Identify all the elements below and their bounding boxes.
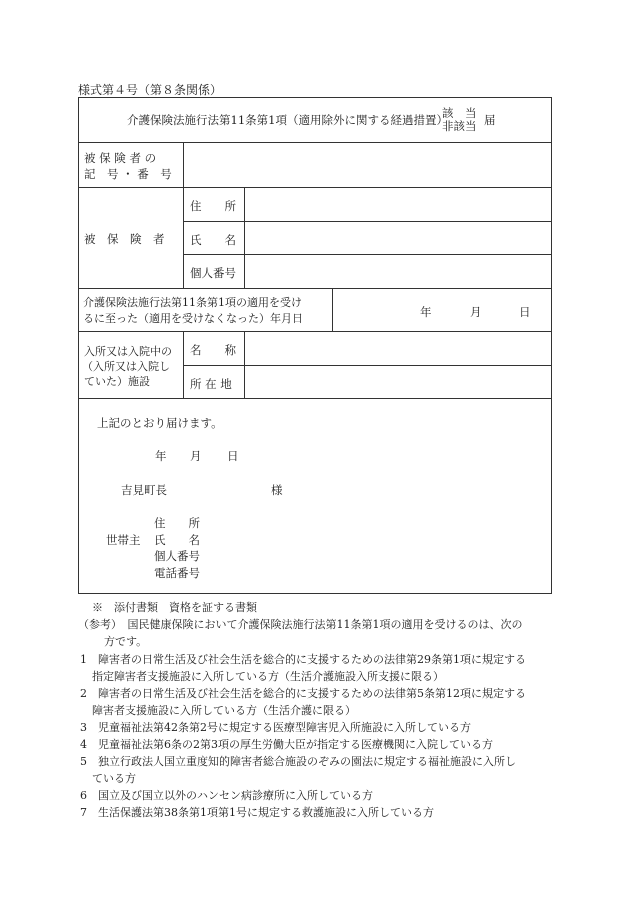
declaration-day: 日 [227,449,239,463]
recipient: 吉見町長 [121,483,167,497]
name-label: 氏 名 [190,233,236,247]
attachment-note: ※ 添付書類 資格を証する書類 [92,601,257,614]
note-item: 2 障害者の日常生活及び社会生活を総合的に支援するための法律第5条第12項に規定する [80,687,526,700]
facility-name-field[interactable] [246,333,549,364]
form-title: 介護保険法施行法第11条第1項（適用除外に関する経過措置） [127,113,448,127]
facility-name-label: 名 称 [190,343,236,357]
applicable-date-year: 年 [420,305,432,319]
declaration-month: 月 [190,449,202,463]
applicable-date-label-line1: 介護保険法施行法第11条第1項の適用を受け [83,296,302,309]
note-item: 指定障害者支援施設に入所している方（生活介護施設入所支援に限る） [92,670,444,683]
facility-label-line3: ていた）施設 [84,375,150,388]
householder-phone-label: 電話番号 [154,566,200,580]
address-field[interactable] [246,189,549,220]
recipient-honorific: 様 [271,483,283,497]
declaration-statement: 上記のとおり届けます。 [97,416,223,430]
declaration-year: 年 [155,449,167,463]
title-suffix: 届 [484,113,496,127]
applicable-date-field[interactable] [334,290,549,330]
facility-label-line1: 入所又は入院中の [84,345,172,358]
insured-id-field[interactable] [185,144,549,185]
applicable-date-label-line2: るに至った（適用を受けなくなった）年月日 [83,312,303,325]
note-item: 3 児童福祉法第42条第2号に規定する医療型障害児入所施設に入所している方 [80,721,471,734]
note-item: 4 児童福祉法第6条の2第3項の厚生労働大臣が指定する医療機関に入院している方 [80,738,493,751]
reference-line2: 方です。 [104,635,148,648]
insured-id-label-line2: 記 号 ・ 番 号 [84,167,172,181]
note-item: ている方 [92,772,136,785]
form-id: 様式第４号（第８条関係） [78,83,223,97]
facility-label-line2: （入所又は入院し [82,360,170,373]
insured-id-label-line1: 被 保 険 者 の [84,151,157,165]
householder-address-label: 住 所 [154,516,200,530]
reference-line1: （参考） 国民健康保険において介護保険法施行法第11条第1項の適用を受けるのは、次の [78,618,523,631]
note-item: 7 生活保護法第38条第1項第1号に規定する救護施設に入所している方 [80,806,434,819]
insured-person-label: 被 保 険 者 [84,232,165,246]
applicable-date-day: 日 [519,305,531,319]
note-item: 1 障害者の日常生活及び社会生活を総合的に支援するための法律第29条第1項に規定する [80,653,526,666]
title-option-not-applicable: 非該当 [442,119,477,133]
address-label: 住 所 [190,199,236,213]
applicable-date-month: 月 [470,305,482,319]
personal-number-label: 個人番号 [190,266,236,280]
householder-personal-number-label: 個人番号 [154,549,200,563]
note-item: 5 独立行政法人国立重度知的障害者総合施設のぞみの園法に規定する福祉施設に入所し [80,755,516,768]
householder-name-label: 氏 名 [154,533,200,547]
title-option-applicable: 該 当 [442,106,477,120]
facility-location-field[interactable] [246,367,549,397]
personal-number-field[interactable] [246,256,549,287]
note-item: 障害者支援施設に入所している方（生活介護に限る） [92,704,356,717]
facility-location-label: 所 在 地 [190,377,232,391]
name-field[interactable] [246,223,549,253]
householder-label: 世帯主 [106,533,141,547]
note-item: 6 国立及び国立以外のハンセン病診療所に入所している方 [80,789,373,802]
